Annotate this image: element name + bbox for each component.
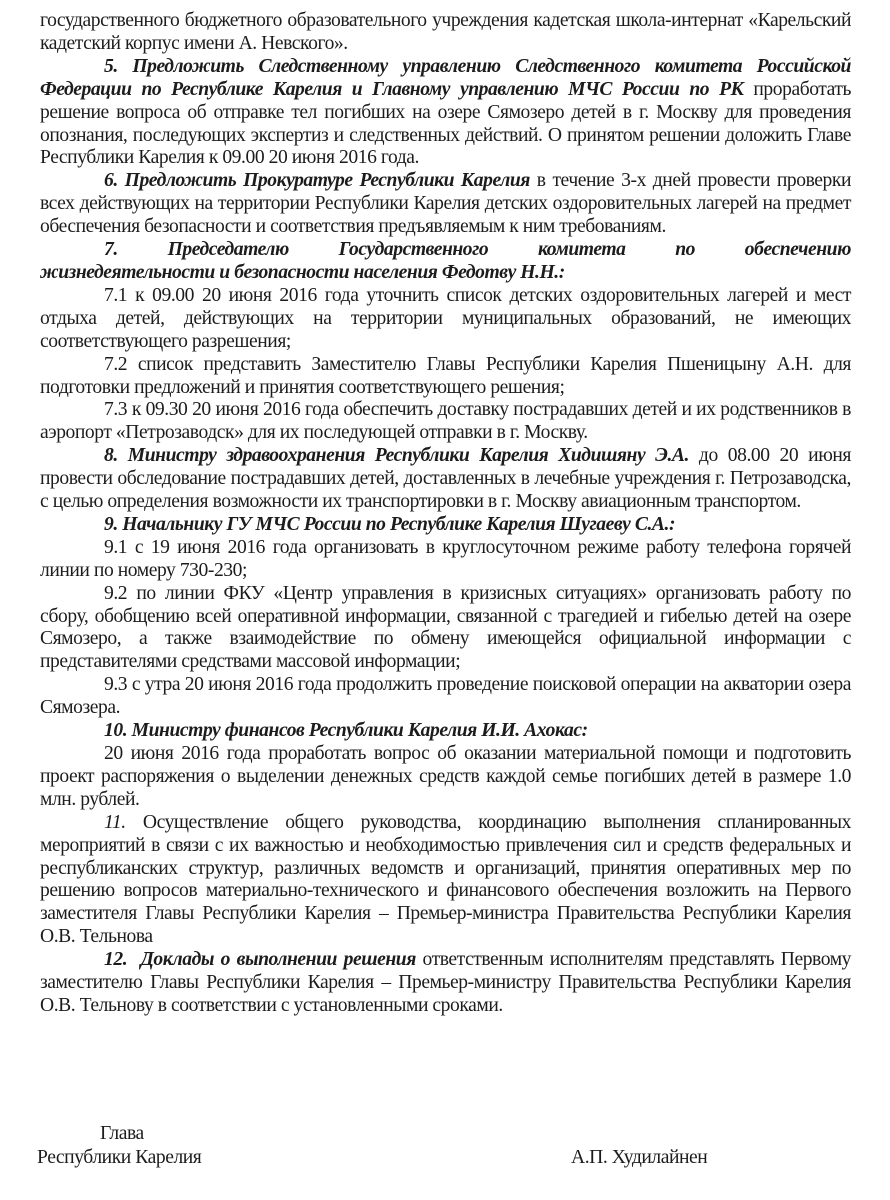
item-10-body: 20 июня 2016 года проработать вопрос об оказании материальной помощи и подготовить проект распоряжения о выделении денежных средств каждой семье погибших детей в размере 1.0 млн. рублей. bbox=[40, 743, 851, 810]
item-7-heading-word: по bbox=[675, 239, 696, 261]
item-9-heading-text: Начальнику ГУ МЧС России по Республике Карелия Шугаеву С.А.: bbox=[122, 513, 676, 535]
item-7-2: 7.2 список представить Заместителю Главы Республики Карелия Пшеницыну А.Н. для подготовки предложений и принятия соответствующего решения; bbox=[40, 353, 851, 398]
item-9-3: 9.3 с утра 20 июня 2016 года продолжить проведение поисковой операции на акватории озера Сямозера. bbox=[40, 674, 851, 719]
item-9-2: 9.2 по линии ФКУ «Центр управления в кризисных ситуациях» организовать работу по сбору, обобщению всей оперативной информации, связанной с трагедией и гибелью детей на озере Сямозеро, а также взаимодействие по обмену имеющейся официальной информации с представителями средствами массовой информации; bbox=[40, 582, 851, 673]
signature-title-line1: Глава bbox=[100, 1123, 144, 1144]
item-10-number: 10. bbox=[104, 720, 128, 742]
item-7-heading-word: обеспечению bbox=[744, 239, 851, 261]
item-8-heading: Министру здравоохранения Республики Карелия Хидишяну Э.А. bbox=[127, 445, 689, 467]
item-12 bbox=[40, 949, 851, 1018]
item-10-heading-text: Министру финансов Республики Карелия И.И. Ахокас: bbox=[131, 720, 588, 742]
item-5-body: проработать решение вопроса об отправке тел погибших на озере Сямозеро детей в г. Москву для проведения опознания, последующих экспертиз и следственных действий. О принятом решении доложить Главе Республики Карелия к 09.00 20 июня 2016 года. bbox=[40, 78, 851, 169]
item-6-heading: Предложить Прокуратуре Республики Карелия bbox=[124, 170, 530, 192]
item-6 bbox=[40, 170, 851, 239]
item-11 bbox=[40, 812, 851, 949]
item-5 bbox=[40, 56, 851, 171]
item-6-body: в течение 3-х дней провести проверки всех действующих на территории Республики Карелия детских оздоровительных лагерей на предмет обеспечения безопасности и соответствия предъявляемым к ним требованиям. bbox=[40, 170, 851, 238]
item-8 bbox=[40, 445, 851, 514]
item-7-3: 7.3 к 09.30 20 июня 2016 года обеспечить доставку пострадавших детей и их родственников в аэропорт «Петрозаводск» для их последующей отправки в г. Москву. bbox=[40, 399, 851, 444]
item-5-number: 5. bbox=[104, 55, 118, 77]
item-9-heading bbox=[40, 514, 851, 537]
document-page bbox=[40, 10, 851, 1018]
item-8-body: до 08.00 20 июня провести обследование пострадавших детей, доставленных в лечебные учреждения г. Петрозаводска, с целью определения возможности их транспортировки в г. Москву авиационным транспортом. bbox=[40, 445, 851, 513]
item-8-number: 8. bbox=[104, 445, 118, 467]
item-12-heading: Доклады о выполнении решения bbox=[140, 949, 416, 971]
item-11-number: 11. bbox=[104, 811, 126, 833]
item-7-heading-continued: жизнедеятельности и безопасности населения Федотву Н.Н.: bbox=[40, 261, 565, 283]
item-6-number: 6. bbox=[104, 170, 118, 192]
item-7-heading-word: Государственного bbox=[338, 239, 489, 261]
item-5-heading: Предложить Следственному управлению Следственного комитета Российской Федерации по Республике Карелия и Главному управлению МЧС России по РК bbox=[40, 55, 851, 100]
signature-title-line2: Республики Карелия bbox=[37, 1147, 202, 1168]
item-10-heading bbox=[40, 720, 851, 743]
item-9-1: 9.1 с 19 июня 2016 года организовать в круглосуточном режиме работу телефона горячей линии по номеру 730-230; bbox=[40, 536, 851, 581]
signature-name: А.П. Худилайнен bbox=[571, 1147, 708, 1168]
item-7-heading-word: комитета bbox=[538, 239, 626, 261]
intro-paragraph: государственного бюджетного образовательного учреждения кадетская школа-интернат «Карельский кадетский корпус имени А. Невского». bbox=[40, 10, 851, 54]
item-12-number: 12. bbox=[104, 949, 128, 971]
item-7-1: 7.1 к 09.00 20 июня 2016 года уточнить список детских оздоровительных лагерей и мест отдыха детей, действующих на территории муниципальных образований, не имеющих соответствующего разрешения; bbox=[40, 284, 851, 352]
item-7-number: 7. bbox=[104, 239, 118, 261]
item-9-number: 9. bbox=[104, 513, 118, 535]
item-11-body: Осуществление общего руководства, координацию выполнения спланированных мероприятий в связи с их важностью и необходимостью привлечения сил и средств федеральных и республиканских структур, различных ведомств и организаций, принятия оперативных мер по решению вопросов материально-технического и финансового обеспечения возложить на Первого заместителя Главы Республики Карелия – Премьер-министра Правительства Республики Карелия О.В. Тельнова bbox=[40, 811, 851, 948]
item-7-heading-word: Председателю bbox=[167, 239, 289, 261]
item-7-heading bbox=[40, 239, 851, 262]
item-12-body: ответственным исполнителям представлять Первому заместителю Главы Республики Карелия – Премьер-министру Правительства Республики Карелия О.В. Тельнову в соответствии с установленными сроками. bbox=[40, 949, 851, 1016]
